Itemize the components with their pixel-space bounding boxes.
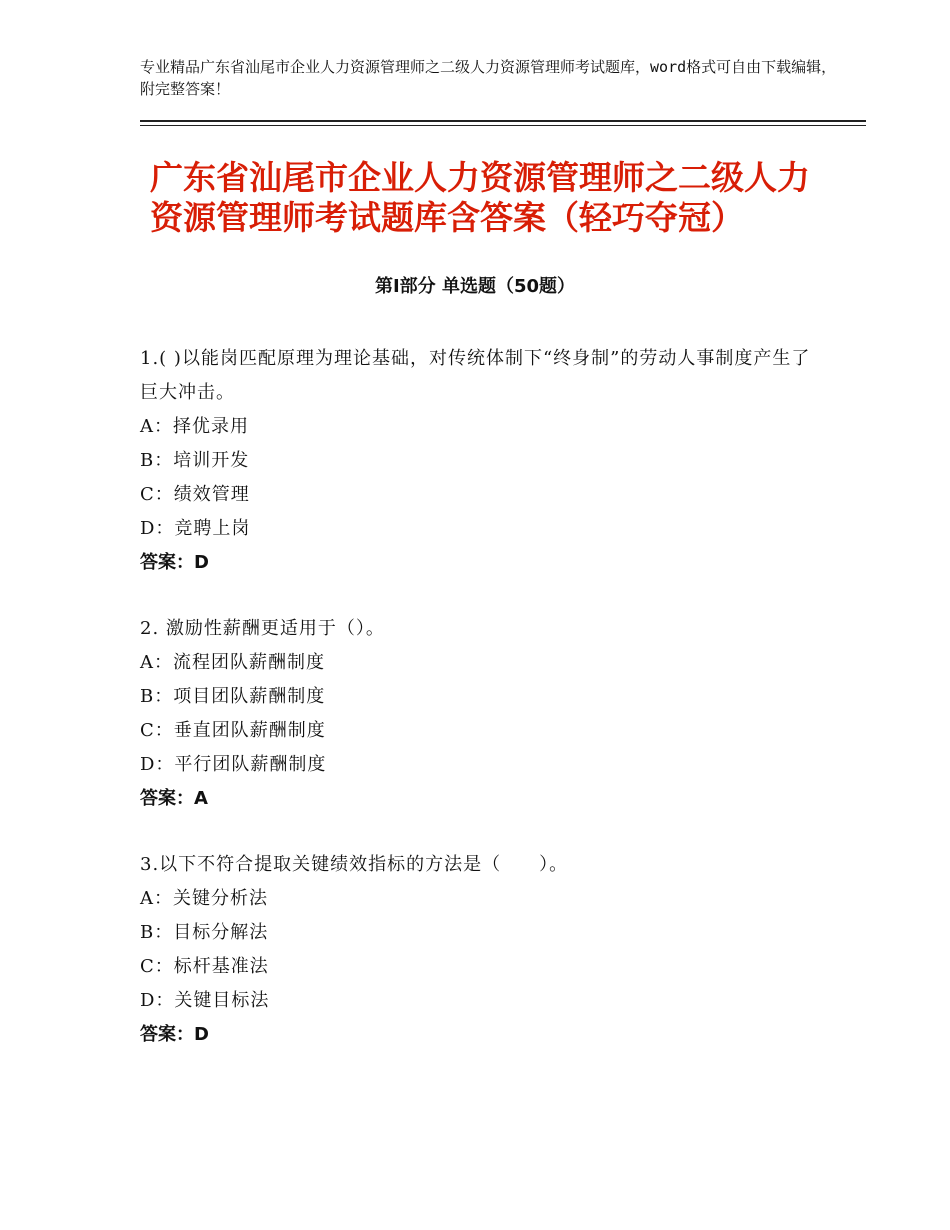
- option-a: A：流程团队薪酬制度: [140, 652, 325, 673]
- header-note: 专业精品广东省汕尾市企业人力资源管理师之二级人力资源管理师考试题库，word格式可自由下载编辑，附完整答案！: [140, 58, 837, 98]
- question-2: [140, 612, 820, 816]
- header-divider-thick: [140, 120, 866, 122]
- answer: 答案：D: [140, 1024, 209, 1045]
- option-c: C：垂直团队薪酬制度: [140, 720, 326, 741]
- question-list: [140, 342, 820, 1084]
- option-d: D：竞聘上岗: [140, 518, 251, 539]
- option-d: D：关键目标法: [140, 990, 270, 1011]
- header-divider-thin: [140, 125, 866, 126]
- document-title: 广东省汕尾市企业人力资源管理师之二级人力资源管理师考试题库含答案（轻巧夺冠）: [150, 158, 810, 237]
- option-a: A：关键分析法: [140, 888, 268, 909]
- option-d: D：平行团队薪酬制度: [140, 754, 327, 775]
- question-stem: 1.( )以能岗匹配原理为理论基础，对传统体制下“终身制”的劳动人事制度产生了巨大冲击。: [140, 348, 811, 403]
- option-b: B：培训开发: [140, 450, 250, 471]
- answer: 答案：D: [140, 552, 209, 573]
- option-b: B：项目团队薪酬制度: [140, 686, 326, 707]
- option-b: B：目标分解法: [140, 922, 269, 943]
- option-c: C：标杆基准法: [140, 956, 269, 977]
- option-c: C：绩效管理: [140, 484, 250, 505]
- question-stem: 3.以下不符合提取关键绩效指标的方法是（ ）。: [140, 854, 569, 875]
- answer: 答案：A: [140, 788, 208, 809]
- question-3: [140, 848, 820, 1052]
- option-a: A：择优录用: [140, 416, 249, 437]
- question-1: [140, 342, 820, 580]
- section-title: 第Ⅰ部分 单选题（50题）: [374, 276, 575, 297]
- question-stem: 2. 激励性薪酬更适用于（）。: [140, 618, 385, 639]
